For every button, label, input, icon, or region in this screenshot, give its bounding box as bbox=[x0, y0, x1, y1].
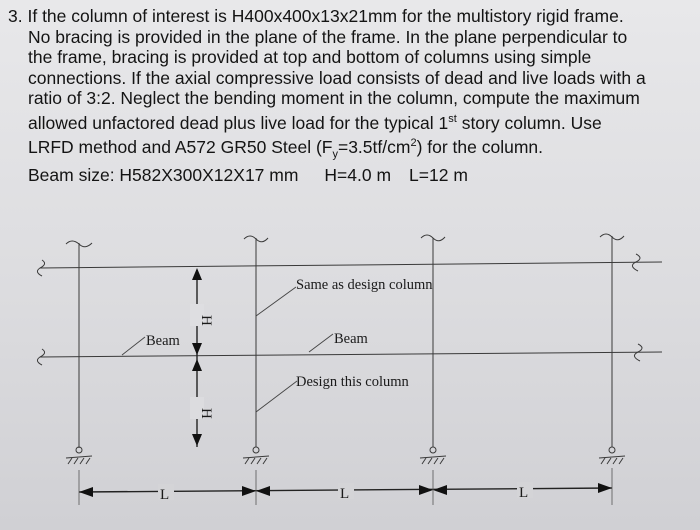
question-line-3: the frame, bracing is provided at top and bottom of columns using simple bbox=[28, 47, 592, 68]
arrow-L2-left bbox=[256, 486, 270, 496]
question-line-1: 3. If the column of interest is H400x400x13x21mm for the multistory rigid frame. bbox=[8, 6, 624, 26]
pin-support-3 bbox=[430, 447, 436, 453]
arrow-L1-right bbox=[242, 486, 256, 496]
question-line-5: ratio of 3:2. Neglect the bending moment in the column, compute the maximum bbox=[28, 88, 640, 109]
question-line-4: connections. If the axial compressive load consists of dead and live loads with a bbox=[28, 67, 646, 88]
question-line-2: No bracing is provided in the plane of the frame. In the plane perpendicular to bbox=[28, 26, 628, 47]
arrow-H-bottom-down bbox=[192, 434, 202, 446]
height-value: H=4.0 m bbox=[324, 165, 392, 186]
arrow-L2-right bbox=[419, 485, 433, 495]
question-number: 3. bbox=[8, 6, 23, 26]
arrow-H-mid-up bbox=[192, 359, 202, 371]
arrow-H-top-up bbox=[192, 268, 202, 280]
arrow-L3-right bbox=[598, 483, 612, 493]
leader-beam-right bbox=[309, 334, 333, 352]
leader-design-column bbox=[256, 381, 297, 412]
label-same-as-design: Same as design column bbox=[296, 277, 433, 293]
dimension-H bbox=[190, 268, 204, 447]
beam-size: Beam size: H582X300X12X17 mm bbox=[28, 165, 299, 186]
arrow-L3-left bbox=[433, 485, 447, 495]
ground-hatch-3 bbox=[420, 456, 446, 464]
dim-H-bottom-label: H bbox=[198, 408, 214, 419]
dim-L-1-label: L bbox=[160, 487, 170, 503]
leader-same-as-design bbox=[256, 287, 296, 316]
pin-support-4 bbox=[609, 447, 615, 453]
top-beam-line bbox=[40, 262, 662, 268]
question-line-7: LRFD method and A572 GR50 Steel $(F_y=3.5tf/cm^2)$ for the column. bbox=[28, 137, 544, 161]
label-beam-left: Beam bbox=[146, 333, 180, 349]
label-beam-right: Beam bbox=[334, 331, 368, 347]
dim-L-2-label: L bbox=[340, 486, 350, 502]
label-design-column: Design this column bbox=[296, 374, 409, 390]
leader-beam-left bbox=[122, 337, 145, 355]
length-value: L=12 m bbox=[409, 165, 468, 186]
middle-beam-line bbox=[40, 352, 662, 357]
ground-hatch-2 bbox=[243, 456, 269, 464]
dim-H-top-label: H bbox=[198, 315, 214, 326]
ground-hatch-1 bbox=[66, 456, 92, 464]
arrow-L1-left bbox=[79, 487, 93, 497]
pin-support-2 bbox=[253, 447, 259, 453]
arrow-H-mid-down bbox=[192, 343, 202, 355]
ground-hatch-4 bbox=[599, 456, 625, 464]
dim-L-3-label: L bbox=[519, 485, 529, 501]
question-line-6: allowed unfactored dead plus live load for the typical 1st story column. Use bbox=[28, 112, 602, 133]
